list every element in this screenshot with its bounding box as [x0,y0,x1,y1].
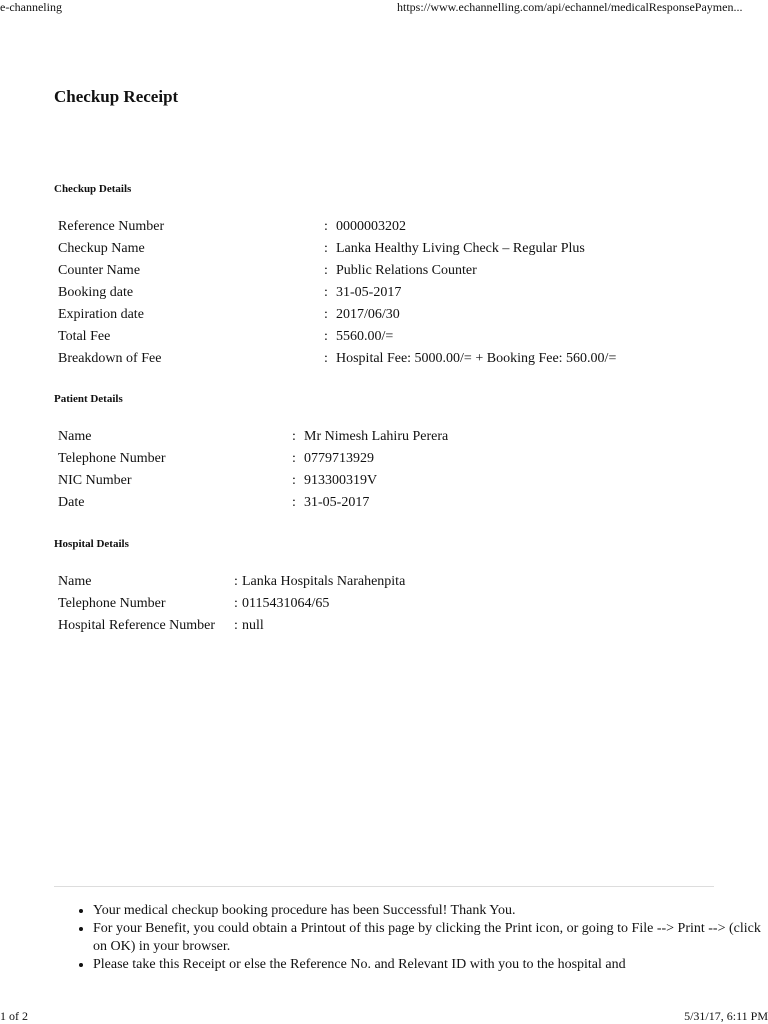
table-row [58,492,448,514]
checkup-details-heading: Checkup Details [54,183,132,195]
row-label: Name [58,429,92,444]
row-value: 31-05-2017 [336,285,402,300]
row-label: Checkup Name [58,241,145,256]
row-separator: : [292,473,296,488]
list-item: • Your medical checkup booking procedure has been Successful! Thank You. [93,902,763,920]
row-value: Mr Nimesh Lahiru Perera [304,429,449,444]
row-value: Lanka Healthy Living Check – Regular Plus [336,241,585,256]
row-value: 2017/06/30 [336,307,400,322]
row-value: 913300319V [304,473,378,488]
table-row [58,593,405,615]
row-separator: : [324,329,328,344]
table-row [58,326,616,348]
section-divider [54,886,714,887]
table-row [58,571,405,593]
patient-details-heading: Patient Details [54,393,123,405]
row-separator: : [324,351,328,366]
row-label: Telephone Number [58,451,166,466]
row-label: Booking date [58,285,134,300]
row-value: null [242,618,264,633]
patient-details-table [58,426,448,514]
row-label: Reference Number [58,219,165,234]
row-separator: : [324,219,328,234]
row-label: Expiration date [58,307,144,322]
row-label: NIC Number [58,473,132,488]
page-title: Checkup Receipt [54,87,179,106]
table-row [58,238,616,260]
list-item: • Please take this Receipt or else the Reference No. and Relevant ID with you to the hospital and [93,956,763,974]
row-label: Counter Name [58,263,141,278]
list-item: • For your Benefit, you could obtain a Printout of this page by clicking the Print icon, or going to File --> Print --> (click on OK) in your browser. [93,920,763,956]
row-value: 0115431064/65 [242,596,330,611]
row-label: Name [58,574,92,589]
notes-list [54,902,763,974]
row-separator: : [234,574,238,589]
print-header-site-name: e-channeling [0,0,62,14]
row-separator: : [324,241,328,256]
print-footer-page-count: 1 of 2 [0,1009,28,1023]
row-value: Lanka Hospitals Narahenpita [242,574,406,589]
row-separator: : [234,596,238,611]
table-row [58,615,405,637]
hospital-details-table [58,571,405,637]
table-row [58,426,448,448]
row-separator: : [292,429,296,444]
row-value: 5560.00/= [336,329,394,344]
row-value: Public Relations Counter [336,263,477,278]
row-separator: : [292,495,296,510]
row-label: Telephone Number [58,596,166,611]
row-separator: : [324,263,328,278]
row-separator: : [324,285,328,300]
table-row [58,448,448,470]
row-separator: : [324,307,328,322]
hospital-details-heading: Hospital Details [54,538,129,550]
row-label: Hospital Reference Number [58,618,216,633]
row-value: 0779713929 [304,451,374,466]
row-value: Hospital Fee: 5000.00/= + Booking Fee: 560.00/= [336,351,617,366]
row-separator: : [292,451,296,466]
print-footer-timestamp: 5/31/17, 6:11 PM [684,1009,768,1023]
table-row [58,348,616,370]
table-row [58,216,616,238]
table-row [58,282,616,304]
checkup-details-table [58,216,616,370]
row-label: Total Fee [58,329,111,344]
row-label: Date [58,495,85,510]
table-row [58,304,616,326]
row-value: 0000003202 [336,219,406,234]
row-separator: : [234,618,238,633]
row-value: 31-05-2017 [304,495,370,510]
table-row [58,260,616,282]
print-header-url: https://www.echannelling.com/api/echannel/medicalResponsePaymen... [397,0,743,14]
table-row [58,470,448,492]
row-label: Breakdown of Fee [58,351,162,366]
